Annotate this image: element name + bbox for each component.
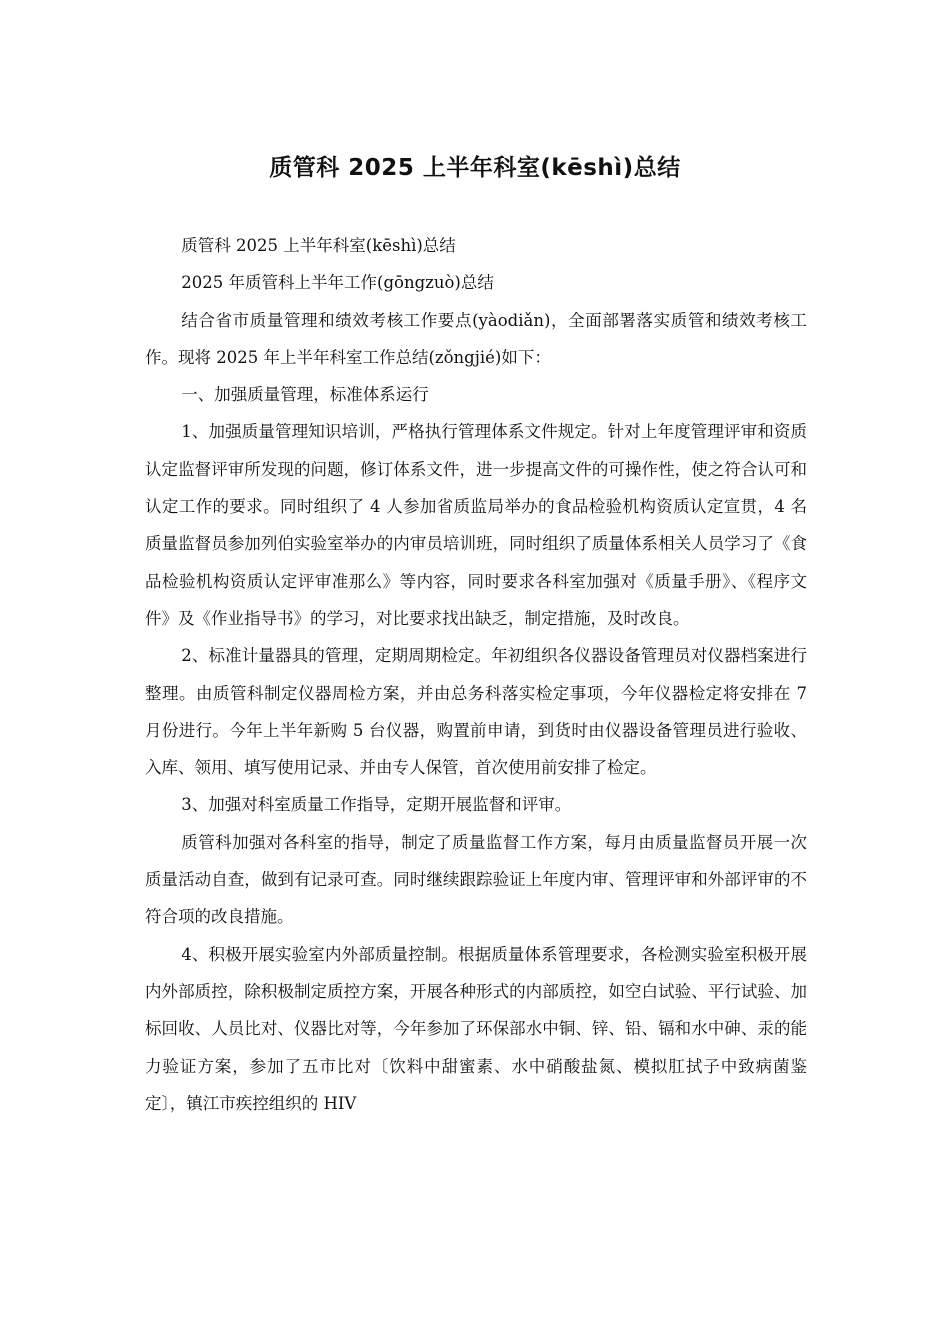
paragraph: 3、加强对科室质量工作指导，定期开展监督和评审。 xyxy=(181,795,572,815)
paragraph: 2、标准计量器具的管理，定期周期检定。年初组织各仪器设备管理员对仪器档案进行整理。由质管科制定仪器周检方案，并由总务科落实检定事项，今年仪器检定将安排在 7 月份进行。今年上半年新购 5 台仪器，购置前申请，到货时由仪器设备管理员进行验收、入库、领用、填写使用记录、并由专人保管，首次使用前安排了检定。 xyxy=(145,646,807,778)
document-body xyxy=(145,227,807,1122)
paragraph: 4、积极开展实验室内外部质量控制。根据质量体系管理要求，各检测实验室积极开展内外部质控，除积极制定质控方案，开展各种形式的内部质控，如空白试验、平行试验、加标回收、人员比对、仪器比对等，今年参加了环保部水中铜、锌、铅、镉和水中砷、汞的能力验证方案，参加了五市比对〔饮料中甜蜜素、水中硝酸盐氮、模拟肛拭子中致病菌鉴定〕，镇江市疾控组织的 HIV xyxy=(145,944,807,1113)
paragraph: 质管科加强对各科室的指导，制定了质量监督工作方案，每月由质量监督员开展一次质量活动自查，做到有记录可查。同时继续跟踪验证上年度内审、管理评审和外部评审的不符合项的改良措施。 xyxy=(145,832,807,927)
paragraph: 2025 年质管科上半年工作(gōngzuò)总结 xyxy=(181,273,494,293)
paragraph: 质管科 2025 上半年科室(kēshì)总结 xyxy=(181,236,456,255)
document-title: 质管科 2025 上半年科室(kēshì)总结 xyxy=(269,155,681,181)
paragraph: 1、加强质量管理知识培训，严格执行管理体系文件规定。针对上年度管理评审和资质认定监督评审所发现的问题，修订体系文件，进一步提高文件的可操作性，使之符合认可和认定工作的要求。同时组织了 4 人参加省质监局举办的食品检验机构资质认定宣贯，4 名质量监督员参加列伯实验室举办的内审员培训班，同时组织了质量体系相关人员学习了《食品检验机构资质认定评审准那么》等内容，同时要求各科室加强对《质量手册》、《程序文件》及《作业指导书》的学习，对比要求找出缺乏，制定措施，及时改良。 xyxy=(145,422,807,628)
section-heading: 一、加强质量管理，标准体系运行 xyxy=(181,385,429,405)
paragraph: 结合省市质量管理和绩效考核工作要点(yàodiǎn)，全面部署落实质管和绩效考核工作。现将 2025 年上半年科室工作总结(zǒngjié)如下： xyxy=(145,310,807,367)
